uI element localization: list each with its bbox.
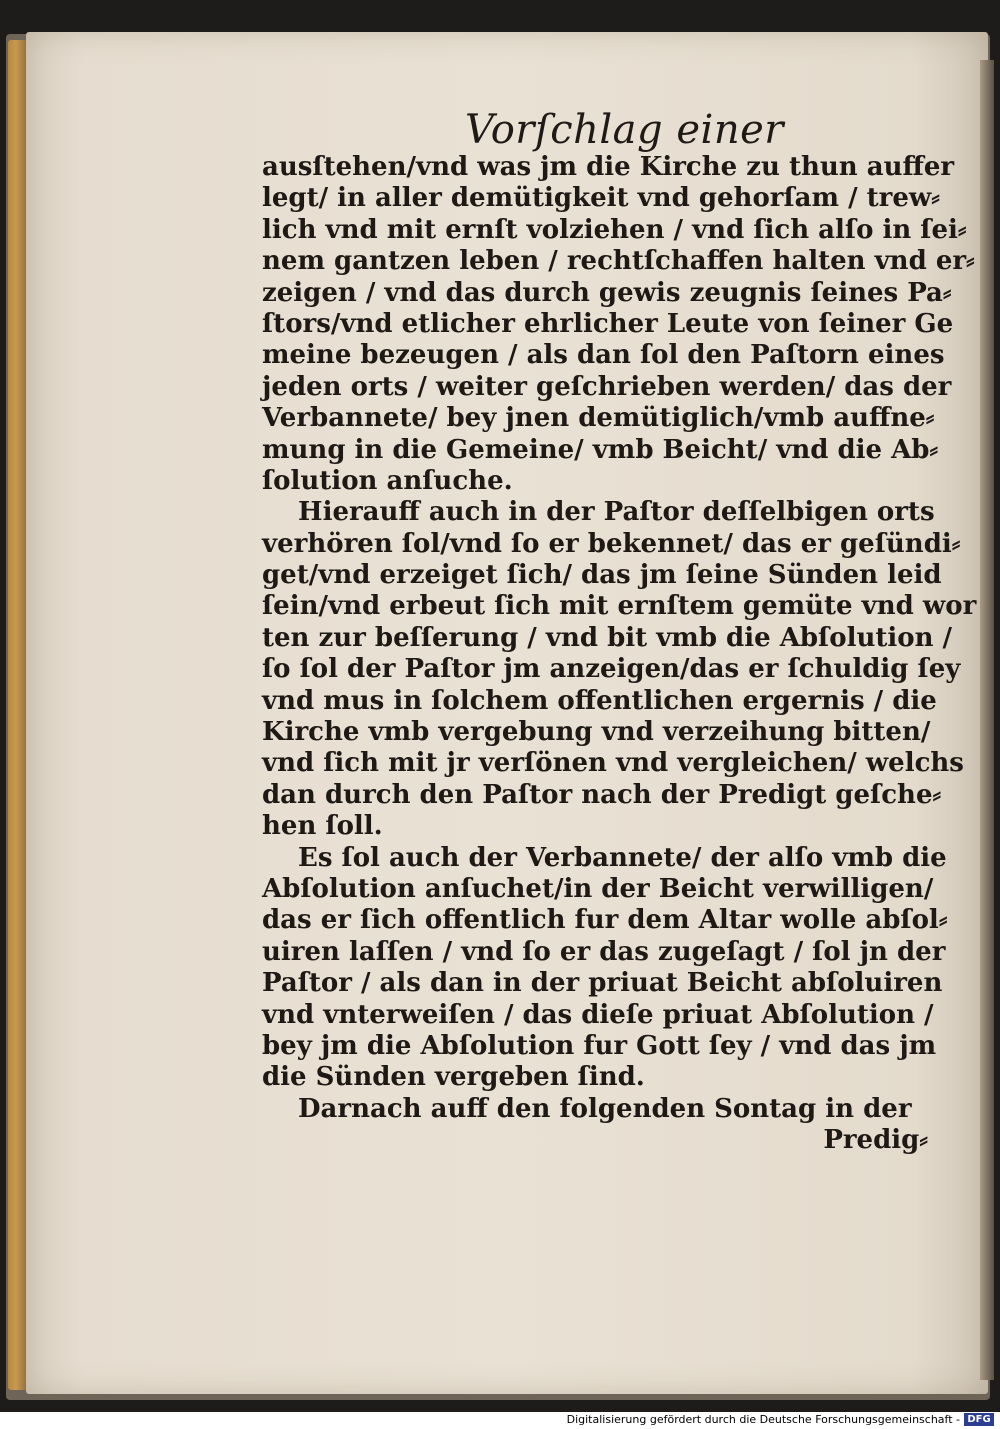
text-line: Abſolution anſuchet/in der Beicht verwilligen/: [262, 873, 934, 904]
text-line: ſein/vnd erbeut ſich mit ernſtem gemüte vnd wor: [262, 591, 977, 622]
text-line: die Sünden vergeben ſind.: [262, 1062, 645, 1093]
text-line: das er ſich offentlich fur dem Altar wolle abſol⸗: [262, 905, 948, 936]
text-line: vnd mus in ſolchem offentlichen ergernis / die: [262, 685, 937, 716]
text-line: nem gantzen leben / rechtſchaffen halten vnd er⸗: [262, 246, 975, 277]
text-line: mung in die Gemeine/ vmb Beicht/ vnd die Ab⸗: [262, 434, 939, 465]
text-line: Paſtor / als dan in der priuat Beicht abſoluiren: [262, 968, 943, 999]
text-line: legt/ in aller demütigkeit vnd gehorſam / trew⸗: [262, 183, 940, 214]
text-line: Darnach auff den folgenden Sontag in der: [298, 1093, 912, 1124]
text-line: ſtors/vnd etlicher ehrlicher Leute von ſeiner Ge: [262, 308, 954, 339]
text-line: get/vnd erzeiget ſich/ das jm ſeine Sünden leid: [262, 560, 942, 591]
text-line: vnd ſich mit jr verſönen vnd vergleichen/ welchs: [262, 748, 964, 779]
text-line: Hierauff auch in der Paſtor deſſelbigen orts: [298, 497, 935, 528]
text-line: ſo ſol der Paſtor jm anzeigen/das er ſchuldig ſey: [262, 654, 961, 685]
page-text-body: [262, 152, 977, 1157]
text-line: dan durch den Paſtor nach der Predigt geſche⸗: [262, 779, 942, 810]
text-line: Verbannete/ bey jnen demütiglich/vmb auffne⸗: [262, 403, 935, 434]
running-head: Vorſchlag einer: [465, 107, 784, 153]
text-line: ſolution anſuche.: [262, 465, 513, 496]
text-line: verhören ſol/vnd ſo er bekennet/ das er geſündi⸗: [262, 528, 961, 559]
text-line: Kirche vmb vergebung vnd verzeihung bitten/: [262, 717, 931, 748]
text-line: Es ſol auch der Verbannete/ der alſo vmb die: [298, 842, 947, 873]
text-line: hen ſoll.: [262, 811, 383, 842]
text-line: jeden orts / weiter geſchrieben werden/ das der: [262, 371, 952, 402]
text-line: ausſtehen/vnd was jm die Kirche zu thun auffer: [262, 152, 955, 182]
text-line: bey jm die Abſolution fur Gott ſey / vnd das jm: [262, 1030, 937, 1061]
book-edge-left: [8, 40, 28, 1390]
text-line: ten zur beſſerung / vnd bit vmb die Abſolution /: [262, 622, 953, 653]
text-line: vnd vnterweiſen / das dieſe priuat Abſolution /: [262, 999, 934, 1030]
text-line: lich vnd mit ernſt volziehen / vnd ſich alſo in ſei⸗: [262, 214, 967, 245]
funding-notice: Digitalisierung gefördert durch die Deutsche Forschungsgemeinschaft -: [566, 1413, 960, 1426]
text-line: zeigen / vnd das durch gewis zeugnis ſeines Pa⸗: [262, 277, 952, 308]
book-edge-right: [980, 60, 994, 1380]
dfg-logo-icon: DFG: [964, 1413, 994, 1426]
text-line: Predig⸗: [823, 1125, 928, 1156]
text-line: uiren laſſen / vnd ſo er das zugeſagt / ſol jn der: [262, 936, 946, 967]
text-line: meine bezeugen / als dan ſol den Paſtorn eines: [262, 340, 945, 371]
footer-bar: [0, 1412, 1000, 1429]
